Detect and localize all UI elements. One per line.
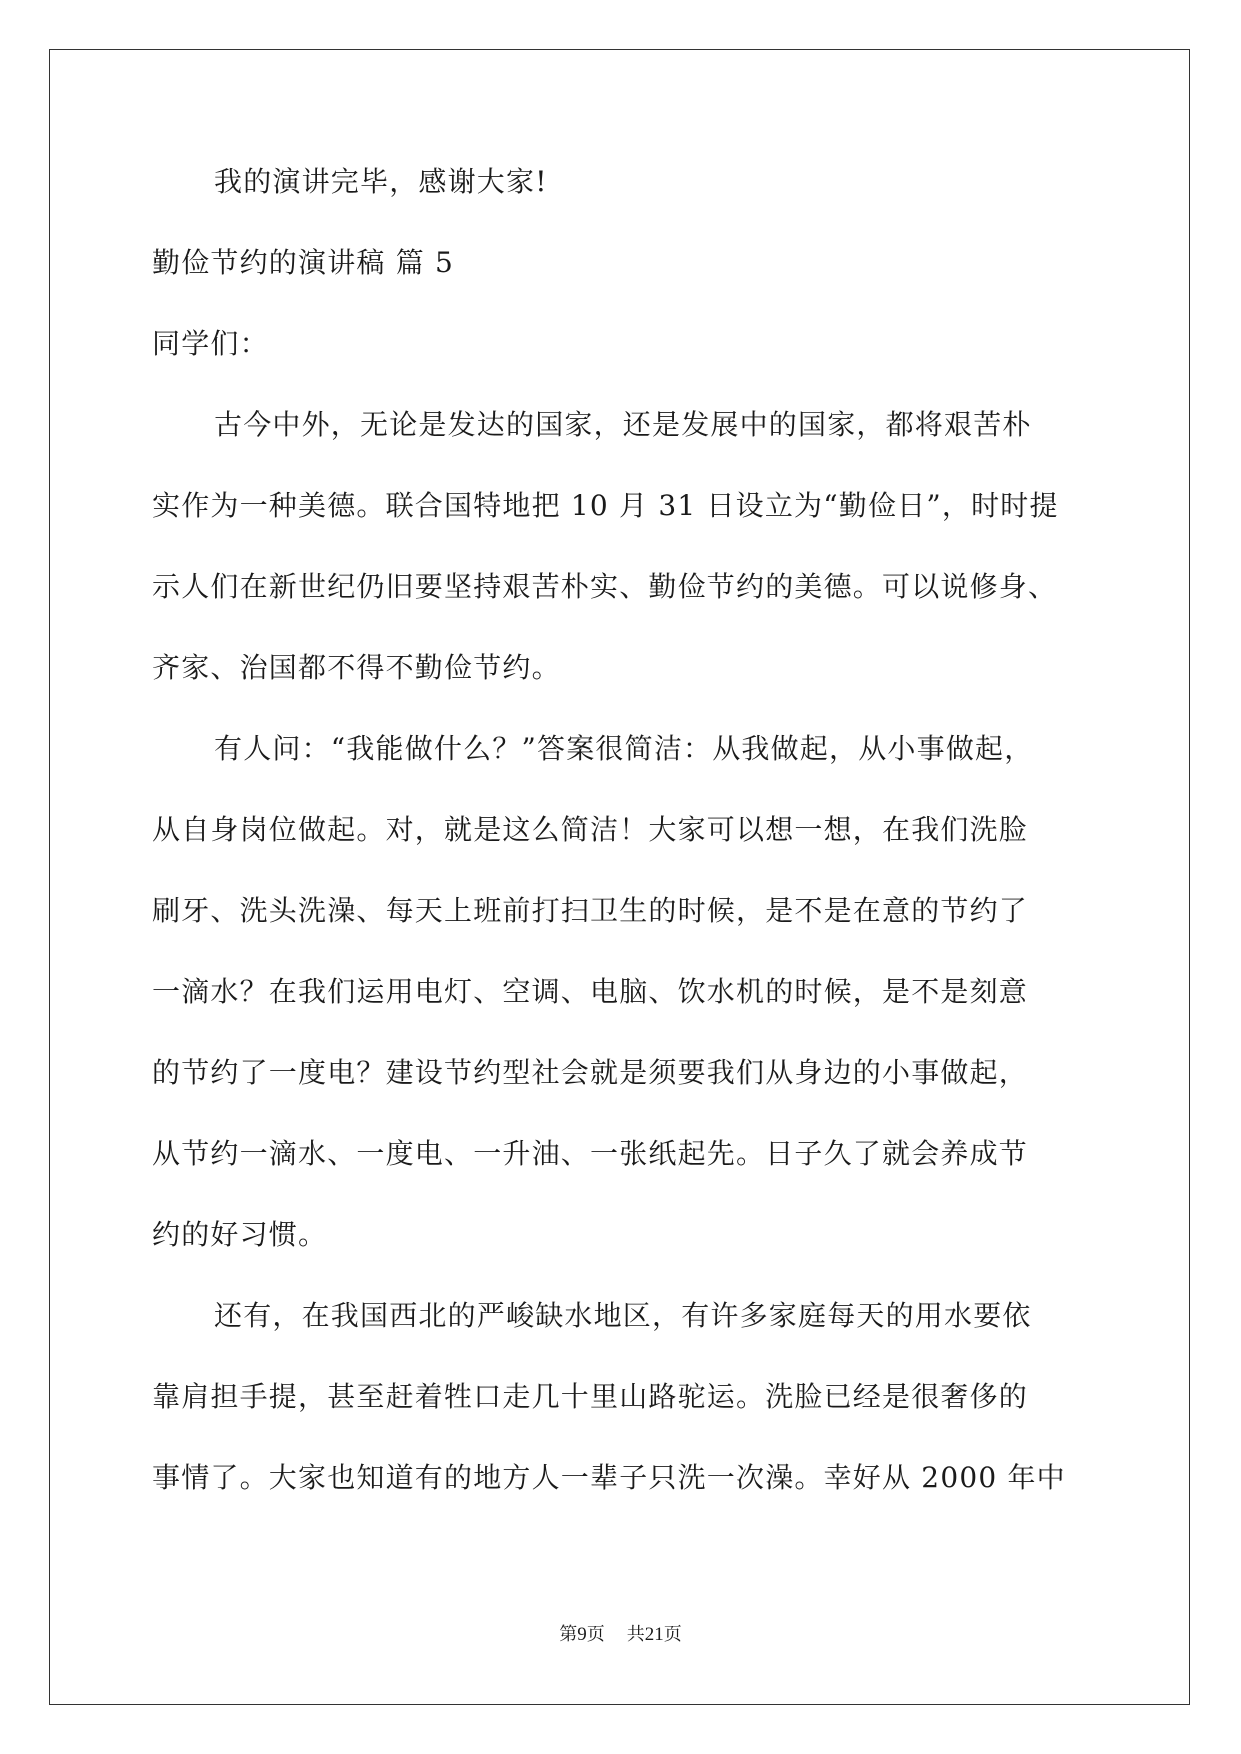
paragraph-line: 刷牙、洗头洗澡、每天上班前打扫卫生的时候，是不是在意的节约了 xyxy=(152,894,1029,927)
paragraph-line: 一滴水？在我们运用电灯、空调、电脑、饮水机的时候，是不是刻意 xyxy=(152,975,1029,1008)
page-prefix: 第 xyxy=(559,1624,578,1645)
paragraph-line: 古今中外，无论是发达的国家，还是发展中的国家，都将艰苦朴 xyxy=(214,408,1032,441)
total-suffix: 页 xyxy=(663,1624,682,1645)
paragraph-line: 齐家、治国都不得不勤俭节约。 xyxy=(152,651,561,684)
paragraph-line: 事情了。大家也知道有的地方人一辈子只洗一次澡。幸好从 2000 年中 xyxy=(152,1461,1066,1494)
paragraph-line: 靠肩担手提，甚至赶着牲口走几十里山路驼运。洗脸已经是很奢侈的 xyxy=(152,1380,1029,1413)
total-prefix: 共 xyxy=(626,1624,645,1645)
paragraph-line: 的节约了一度电？建设节约型社会就是须要我们从身边的小事做起， xyxy=(152,1056,1029,1089)
page-total: 21 xyxy=(644,1624,664,1645)
section-heading: 勤俭节约的演讲稿 篇 5 xyxy=(152,246,455,279)
document-body xyxy=(152,162,1092,1539)
page-footer xyxy=(0,1620,1241,1646)
paragraph-line: 有人问：“我能做什么？”答案很简洁：从我做起，从小事做起， xyxy=(214,732,1034,765)
paragraph-line: 从节约一滴水、一度电、一升油、一张纸起先。日子久了就会养成节 xyxy=(152,1137,1029,1170)
salutation: 同学们： xyxy=(152,327,269,360)
paragraph-line: 还有，在我国西北的严峻缺水地区，有许多家庭每天的用水要依 xyxy=(214,1299,1032,1332)
page-suffix: 页 xyxy=(586,1624,605,1645)
page-number: 9 xyxy=(577,1624,587,1645)
paragraph-line: 实作为一种美德。联合国特地把 10 月 31 日设立为“勤俭日”，时时提 xyxy=(152,489,1059,522)
paragraph-line: 我的演讲完毕，感谢大家! xyxy=(214,165,548,198)
paragraph-line: 约的好习惯。 xyxy=(152,1218,328,1251)
paragraph-line: 从自身岗位做起。对，就是这么简洁！大家可以想一想，在我们洗脸 xyxy=(152,813,1029,846)
paragraph-line: 示人们在新世纪仍旧要坚持艰苦朴实、勤俭节约的美德。可以说修身、 xyxy=(152,570,1058,603)
